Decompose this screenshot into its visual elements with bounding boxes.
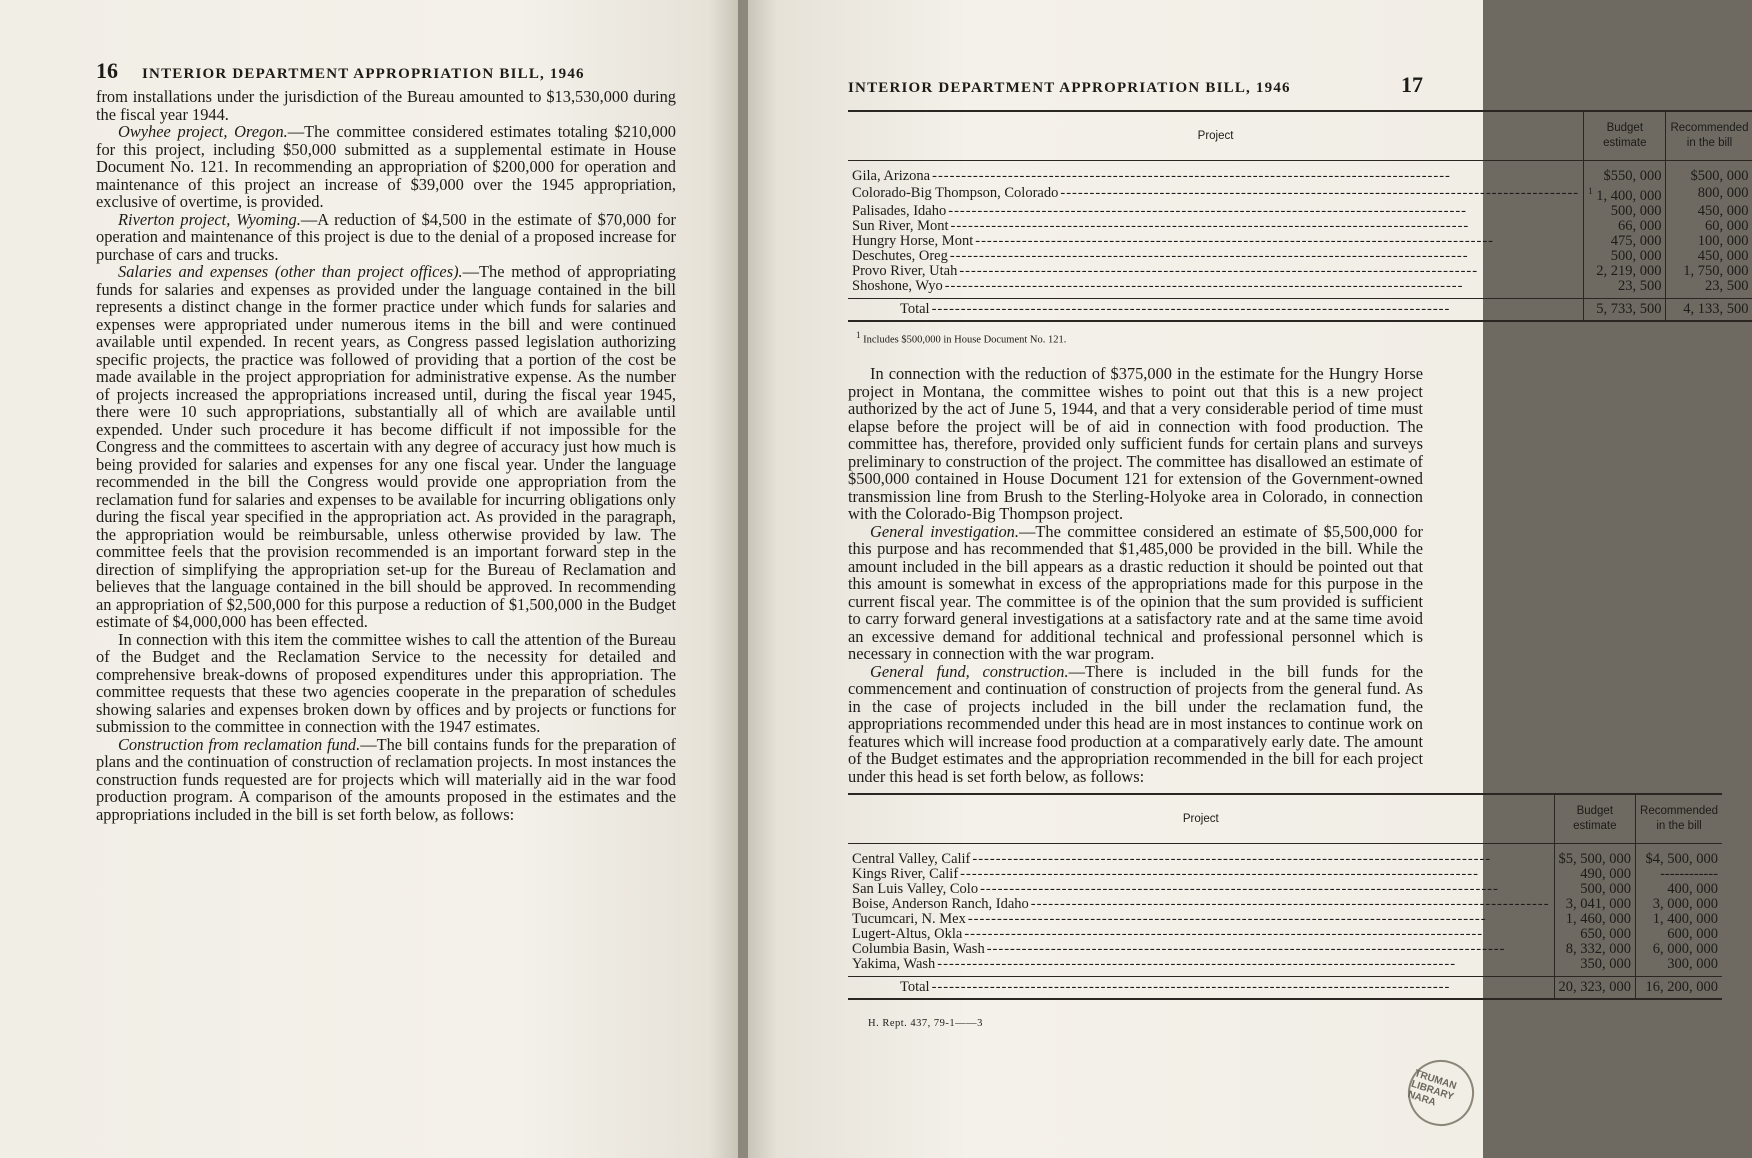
recommended-cell: 400, 000 bbox=[1636, 882, 1722, 897]
table-row bbox=[848, 882, 1722, 897]
footnote-mark: 1 bbox=[856, 329, 861, 340]
project-name: Shoshone, Wyo bbox=[852, 277, 943, 294]
project-name: Provo River, Utah bbox=[852, 262, 958, 279]
paragraph bbox=[96, 123, 676, 211]
paragraph-lead: General investigation. bbox=[870, 521, 1019, 541]
right-page-number: 17 bbox=[1401, 72, 1423, 97]
recommended-cell: 100, 000 bbox=[1666, 234, 1752, 249]
paragraph bbox=[848, 365, 1423, 523]
recommended-cell: $500, 000 bbox=[1666, 161, 1752, 185]
table-row bbox=[848, 957, 1722, 977]
left-running-head bbox=[96, 58, 676, 84]
budget-cell: 23, 500 bbox=[1584, 279, 1666, 299]
budget-cell: 66, 000 bbox=[1584, 219, 1666, 234]
column-header-project: Project bbox=[848, 111, 1584, 161]
left-running-title: INTERIOR DEPARTMENT APPROPRIATION BILL, 1946 bbox=[142, 66, 585, 82]
recommended-cell: 1, 750, 000 bbox=[1666, 264, 1752, 279]
recommended-cell: 800, 000 bbox=[1666, 184, 1752, 204]
table-row bbox=[848, 867, 1722, 882]
table-row bbox=[848, 264, 1752, 279]
paragraph-text: —The bill contains funds for the preparation of plans and the continuation of construction of reclamation projects. In most instances the construction funds requested are for projects which will materially aid in the war food production program. A comparison of the amounts proposed in the estimates and the appropriations included in the bill is set forth below, as follows: bbox=[96, 734, 676, 824]
paragraph-text: —A reduction of $4,500 in the estimate of $70,000 for operation and maintenance of this project is due to the denial of a proposed increase for purchase of cars and trucks. bbox=[96, 209, 676, 264]
project-name: Kings River, Calif bbox=[852, 866, 959, 883]
footnote-text: Includes $500,000 in House Document No. 121. bbox=[863, 334, 1067, 346]
table-row bbox=[848, 184, 1752, 204]
paragraph-lead: Salaries and expenses (other than project offices). bbox=[118, 262, 463, 281]
paragraph-text: —The committee considered estimates totaling $210,000 for this project, including $50,000 submitted as a supplemental estimate in House Document No. 121. In recommending an appropriation of $200,000 for operation and maintenance of this project an increase of $39,000 over the 1945 appropriation, exclusive of overtime, is provided. bbox=[96, 122, 677, 211]
paragraph bbox=[96, 211, 676, 264]
budget-cell: 650, 000 bbox=[1554, 927, 1636, 942]
paragraph-lead: Riverton project, Wyoming. bbox=[118, 209, 301, 229]
table-row bbox=[848, 897, 1722, 912]
total-budget: 20, 323, 000 bbox=[1554, 977, 1636, 1000]
recommended-cell: $4, 500, 000 bbox=[1636, 844, 1722, 868]
column-header-recommended: Recommended in the bill bbox=[1666, 111, 1752, 161]
recommended-cell: 450, 000 bbox=[1666, 249, 1752, 264]
project-name: Sun River, Mont bbox=[852, 217, 949, 234]
column-header-budget: Budget estimate bbox=[1584, 111, 1666, 161]
general-fund-table bbox=[848, 793, 1722, 1000]
budget-cell: 500, 000 bbox=[1584, 204, 1666, 219]
project-name: Lugert-Altus, Okla bbox=[852, 926, 963, 943]
reclamation-fund-table bbox=[848, 110, 1752, 322]
table-row bbox=[848, 942, 1722, 957]
paragraph bbox=[96, 631, 676, 736]
total-recommended: 16, 200, 000 bbox=[1636, 977, 1722, 1000]
table-row bbox=[848, 204, 1752, 219]
recommended-cell: 600, 000 bbox=[1636, 927, 1722, 942]
table-footnote bbox=[856, 330, 1423, 346]
project-name: Yakima, Wash bbox=[852, 956, 936, 973]
paragraph-text: —The method of appropriating funds for salaries and expenses as provided under the language contained in the bill represents a distinct change in the former practice under which funds for salaries and expenses were appropriated under numerous items in the bill and were continued available until expended. In recent years, as Congress passed legislation authorizing specific projects, the practice was followed of providing that a portion of the cost be made available in the project appropriation for administrative expense. As the number of projects increased the appropriations increased until, during the fiscal year 1945, there were 10 such appropriations, substantially all of which are available until expended. Under such procedure it has become difficult if not impossible for the Congress and the committees to ascertain with any degree of accuracy just how much is being provided for salaries and expenses for any one fiscal year. Under the language recommended in the bill the Congress would provide one appropriation from the reclamation fund for salaries and expenses to be available for incurring obligations only during the fiscal year specified in the appropriation act. As provided in the paragraph, the appropriation would be reimbursable, unless otherwise provided by law. The committee feels that the provision recommended is an important forward step in the direction of simplifying the appropriation set-up for the Bureau of Reclamation and believes that the language contained in the bill should be approved. In recommending an appropriation of $2,500,000 for this purpose a reduction of $1,500,000 in the Budget estimate of $4,000,000 has been effected. bbox=[96, 262, 676, 631]
stamp-text: TRUMAN LIBRARY NARA bbox=[1406, 1067, 1458, 1109]
paragraph-text: In connection with this item the committee wishes to call the attention of the Bureau of the Budget and the Reclamation Service to the necessity for detailed and comprehensive break-downs of proposed expenditures under this appropriation. The committee requests that these two agencies cooperate in the preparation of schedules showing salaries and expenses broken down by offices and by projects or functions for submission to the committee in connection with the 1947 estimates. bbox=[96, 629, 676, 736]
recommended-cell: 450, 000 bbox=[1666, 204, 1752, 219]
table-row bbox=[848, 279, 1752, 299]
budget-cell: 3, 041, 000 bbox=[1554, 897, 1636, 912]
table-row bbox=[848, 249, 1752, 264]
left-page bbox=[0, 0, 738, 1158]
table-row bbox=[848, 927, 1722, 942]
paragraph-lead: General fund, construction. bbox=[870, 661, 1069, 681]
budget-cell: 1, 460, 000 bbox=[1554, 912, 1636, 927]
table-header-row bbox=[848, 794, 1722, 844]
paragraph-text: In connection with the reduction of $375,000 in the estimate for the Hungry Horse project in Montana, the committee wishes to point out that this is a new project authorized by the act of June 5, 1944, and that a very considerable period of time must elapse before the project will be of aid in connection with food production. The committee has, therefore, provided only sufficient funds for certain plans and surveys preliminary to construction of the project. The committee has disallowed an estimate of $500,000 contained in House Document 121 for extension of the Government-owned transmission line from Brush to the Sterling-Holyoke area in Colorado, in connection with the Colorado-Big Thompson project. bbox=[848, 364, 1423, 524]
project-name: Columbia Basin, Wash bbox=[852, 941, 985, 958]
budget-cell: $550, 000 bbox=[1584, 161, 1666, 185]
budget-cell: 500, 000 bbox=[1554, 882, 1636, 897]
total-label: Total bbox=[900, 300, 930, 317]
recommended-cell: 23, 500 bbox=[1666, 279, 1752, 299]
table-header-row bbox=[848, 111, 1752, 161]
right-body-text bbox=[848, 365, 1423, 785]
budget-cell: 500, 000 bbox=[1584, 249, 1666, 264]
budget-cell bbox=[1584, 184, 1666, 204]
budget-cell: 2, 219, 000 bbox=[1584, 264, 1666, 279]
project-name: Boise, Anderson Ranch, Idaho bbox=[852, 896, 1029, 913]
paragraph-lead: Construction from reclamation fund. bbox=[118, 734, 361, 754]
table-total-row bbox=[848, 298, 1752, 321]
project-name: Palisades, Idaho bbox=[852, 202, 947, 219]
paragraph bbox=[96, 88, 676, 123]
budget-value: 1, 400, 000 bbox=[1596, 187, 1662, 204]
project-name: Hungry Horse, Mont bbox=[852, 232, 974, 249]
right-running-title: INTERIOR DEPARTMENT APPROPRIATION BILL, 1946 bbox=[848, 80, 1291, 96]
paragraph bbox=[96, 263, 676, 631]
table-row bbox=[848, 161, 1752, 185]
project-name: Colorado-Big Thompson, Colorado bbox=[852, 185, 1059, 202]
recommended-cell: 60, 000 bbox=[1666, 219, 1752, 234]
table-row bbox=[848, 912, 1722, 927]
recommended-cell: 1, 400, 000 bbox=[1636, 912, 1722, 927]
right-running-head bbox=[848, 72, 1423, 98]
total-label: Total bbox=[900, 979, 930, 996]
budget-cell: $5, 500, 000 bbox=[1554, 844, 1636, 868]
project-name: Central Valley, Calif bbox=[852, 851, 971, 868]
recommended-cell: 3, 000, 000 bbox=[1636, 897, 1722, 912]
right-page bbox=[748, 0, 1749, 1158]
project-name: San Luis Valley, Colo bbox=[852, 881, 979, 898]
paragraph-text: —The committee considered an estimate of $5,500,000 for this purpose and has recommended that $1,485,000 be provided in the bill. While the amount included in the bill appears as a drastic reduction it should be pointed out that this amount is somewhat in excess of the appropriations made for this purpose in the current fiscal year. The committee is of the opinion that the sum provided is sufficient to carry forward general investigations at a satisfactory rate and at the same time avoid an excessive demand for additional technical and professional personnel which is necessary in connection with the war program. bbox=[848, 521, 1423, 664]
total-budget: 5, 733, 500 bbox=[1584, 298, 1666, 321]
table-row bbox=[848, 219, 1752, 234]
table-row bbox=[848, 234, 1752, 249]
report-signature-line: H. Rept. 437, 79-1——3 bbox=[868, 1018, 983, 1030]
recommended-cell: 6, 000, 000 bbox=[1636, 942, 1722, 957]
project-name: Tucumcari, N. Mex bbox=[852, 911, 966, 928]
table-total-row bbox=[848, 977, 1722, 1000]
paragraph bbox=[848, 663, 1423, 786]
total-recommended: 4, 133, 500 bbox=[1666, 298, 1752, 321]
project-name: Deschutes, Oreg bbox=[852, 247, 948, 264]
budget-cell: 8, 332, 000 bbox=[1554, 942, 1636, 957]
budget-cell: 490, 000 bbox=[1554, 867, 1636, 882]
project-name: Gila, Arizona bbox=[852, 168, 931, 184]
recommended-cell: ------------ bbox=[1636, 867, 1722, 882]
paragraph-lead: Owyhee project, Oregon. bbox=[118, 122, 288, 141]
budget-cell: 475, 000 bbox=[1584, 234, 1666, 249]
paragraph-text: —There is included in the bill funds for the commencement and continuation of construction of projects from the general fund. As in the case of projects included in the bill under the reclamation fund, the appropriations recommended under this head are in most instances to continue work on features which will increase food production at a comparatively early date. The amount of the Budget estimates and the appropriation recommended in the bill for each project under this head is set forth below, as follows: bbox=[848, 661, 1423, 786]
paragraph bbox=[96, 736, 676, 824]
paragraph-text: from installations under the jurisdiction of the Bureau amounted to $13,530,000 during the fiscal year 1944. bbox=[96, 87, 676, 124]
paragraph bbox=[848, 523, 1423, 663]
left-page-number: 16 bbox=[96, 58, 118, 83]
left-body-text bbox=[96, 88, 676, 823]
footnote-ref: 1 bbox=[1588, 186, 1593, 196]
column-header-project: Project bbox=[848, 794, 1554, 844]
table-row bbox=[848, 844, 1722, 868]
book-gutter bbox=[738, 0, 748, 1158]
budget-cell: 350, 000 bbox=[1554, 957, 1636, 977]
column-header-recommended: Recommended in the bill bbox=[1636, 794, 1722, 844]
recommended-cell: 300, 000 bbox=[1636, 957, 1722, 977]
column-header-budget: Budget estimate bbox=[1554, 794, 1636, 844]
